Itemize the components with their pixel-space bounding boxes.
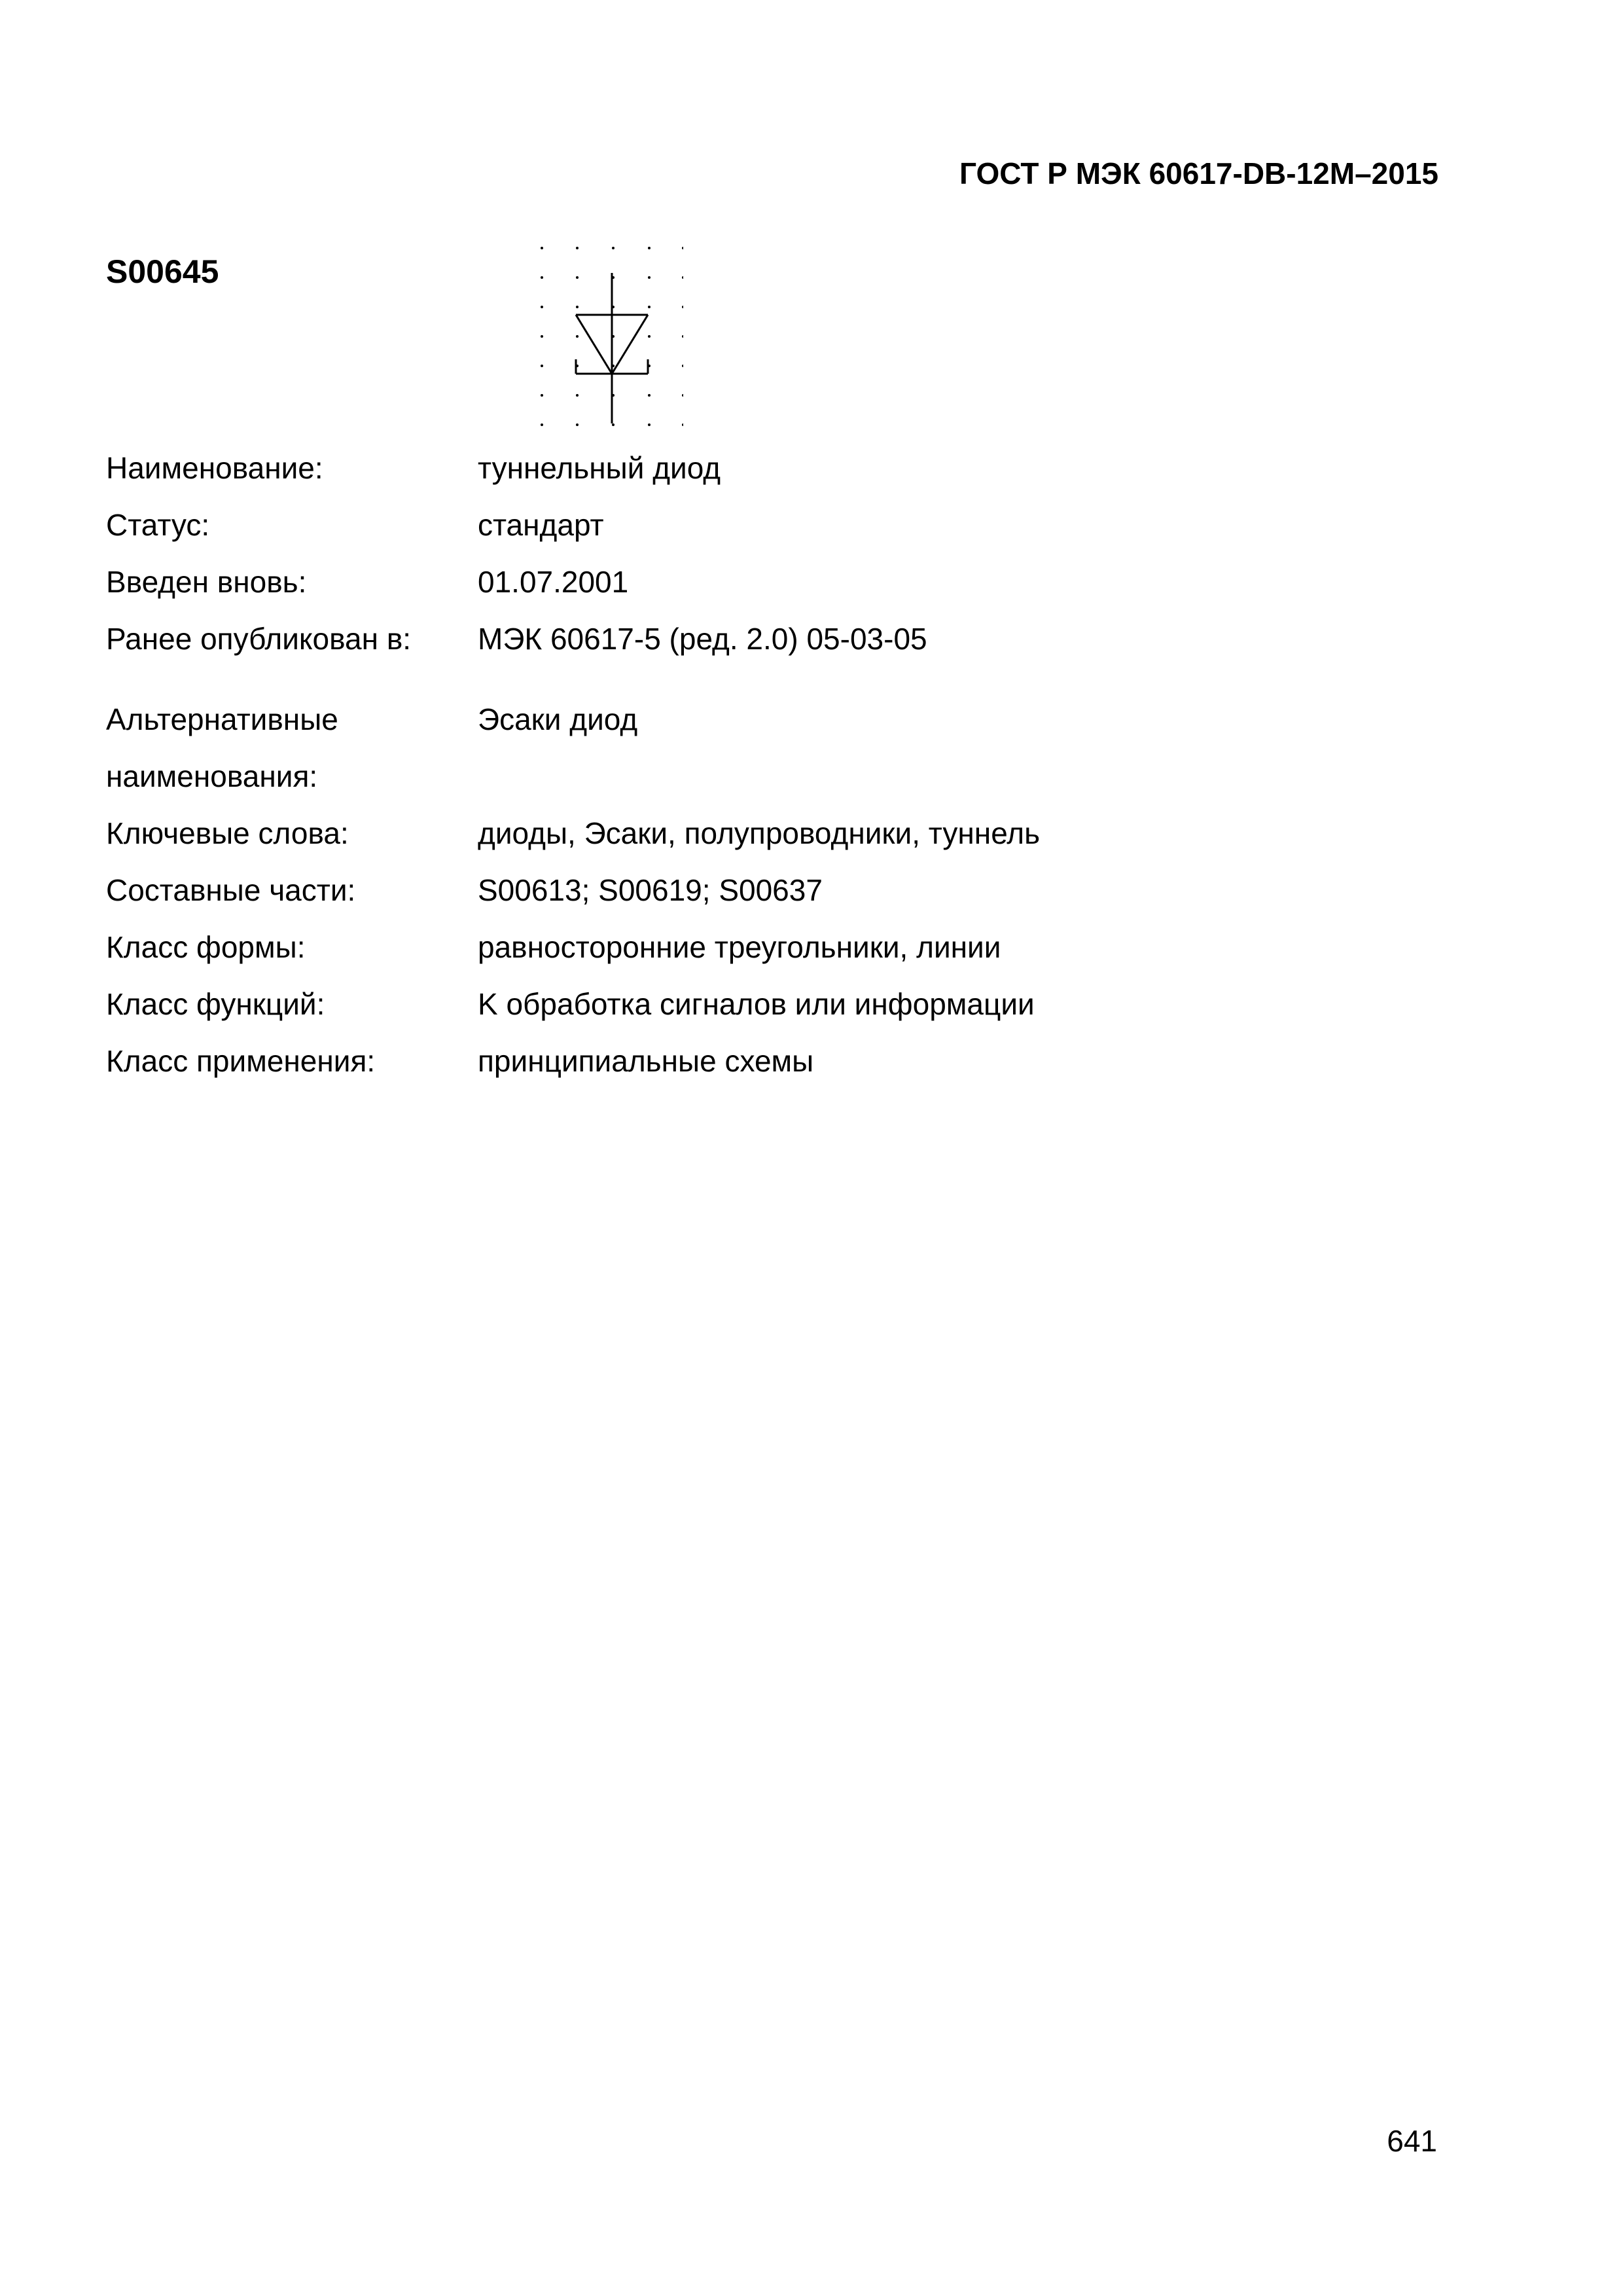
grid-dot [682,335,683,338]
grid-dot [541,394,543,397]
property-value: МЭК 60617-5 (ред. 2.0) 05-03-05 [478,622,927,656]
property-row-application-class [106,1033,1040,1090]
grid-dot [576,306,579,308]
property-value: 01.07.2001 [478,565,629,599]
property-label: Статус: [106,508,210,542]
grid-dot [576,276,579,279]
property-label: Класс функций: [106,987,325,1021]
grid-dot [576,335,579,338]
grid-dot [576,247,579,249]
property-row-name [106,440,1040,497]
property-label: Наименование: [106,451,323,485]
property-row-published [106,611,1040,668]
property-row-alternative-names [106,691,1040,805]
property-row-shape-class [106,919,1040,976]
grid-dot [648,247,651,249]
property-value: туннельный диод [478,451,721,485]
diode-lines [576,273,648,423]
property-row-introduced [106,554,1040,611]
property-row-status [106,497,1040,554]
properties-table [106,440,1040,1090]
tunnel-diode-symbol-icon [541,247,683,429]
grid-dot [541,365,543,367]
grid-dot [682,365,683,367]
grid-dot [682,276,683,279]
property-label: Ключевые слова: [106,816,349,850]
grid-dot [541,335,543,338]
grid-dot [682,394,683,397]
property-value: диоды, Эсаки, полупроводники, туннель [478,816,1041,850]
property-value: стандарт [478,508,604,542]
page-number: 641 [1387,2124,1437,2158]
grid-dot [612,423,615,426]
grid-dot [648,276,651,279]
property-row-function-class [106,976,1040,1033]
grid-dot [682,306,683,308]
grid-dot [648,306,651,308]
grid-dot [541,306,543,308]
property-label: Класс применения: [106,1044,376,1078]
grid-dot [541,276,543,279]
property-label: Класс формы: [106,930,306,964]
grid-dot [648,394,651,397]
property-value: S00613; S00619; S00637 [478,873,823,907]
property-label: Ранее опубликован в: [106,622,412,656]
grid-dot [648,335,651,338]
symbol-id: S00645 [106,253,219,290]
grid-dot [682,423,683,426]
property-row-components [106,862,1040,919]
grid-dot [612,247,615,249]
grid-dot [648,423,651,426]
property-value: равносторонние треугольники, линии [478,930,1001,964]
grid-dot [576,394,579,397]
property-label: Введен вновь: [106,565,307,599]
grid-dot [682,247,683,249]
property-label: Составные части: [106,873,356,907]
grid-dot [541,423,543,426]
property-value: K обработка сигналов или информации [478,987,1035,1021]
property-label: Альтернативные наименования: [106,702,338,793]
document-header: ГОСТ Р МЭК 60617-DB-12M–2015 [959,156,1438,190]
property-row-keywords [106,805,1040,862]
grid-dot [541,247,543,249]
property-value: Эсаки диод [478,702,638,736]
property-value: принципиальные схемы [478,1044,814,1078]
grid-dot [576,423,579,426]
